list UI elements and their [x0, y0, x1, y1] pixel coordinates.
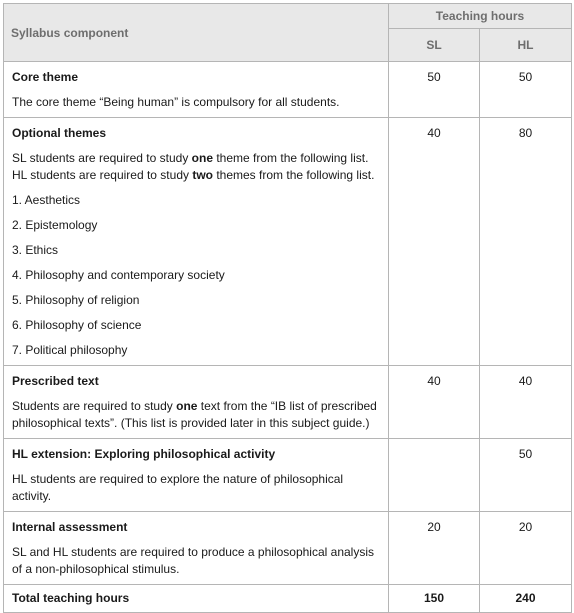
prescribed-title: Prescribed text	[12, 374, 99, 388]
prescribed-hl: 40	[480, 366, 572, 439]
core-cell	[4, 62, 389, 118]
optional-sl-text-c: theme from the following list.	[213, 151, 369, 165]
hl-extension-cell	[4, 439, 389, 512]
optional-sl-emph: one	[191, 151, 214, 165]
hl-extension-hl: 50	[480, 439, 572, 512]
internal-hl: 20	[480, 512, 572, 585]
hl-extension-sl	[389, 439, 480, 512]
list-item: 3. Ethics	[12, 243, 59, 257]
optional-hl: 80	[480, 118, 572, 366]
core-title: Core theme	[12, 70, 79, 84]
table-row-total	[4, 585, 572, 613]
optional-desc	[12, 150, 381, 184]
optional-title: Optional themes	[12, 126, 107, 140]
total-sl: 150	[389, 585, 480, 613]
optional-sl: 40	[389, 118, 480, 366]
core-hl: 50	[480, 62, 572, 118]
list-item: 1. Aesthetics	[12, 193, 81, 207]
header-component: Syllabus component	[4, 4, 389, 62]
hl-extension-title: HL extension: Exploring philosophical activity	[12, 447, 276, 461]
core-sl: 50	[389, 62, 480, 118]
list-item: 2. Epistemology	[12, 218, 98, 232]
internal-sl: 20	[389, 512, 480, 585]
internal-title: Internal assessment	[12, 520, 128, 534]
prescribed-emph: one	[176, 399, 198, 413]
prescribed-text-c: text from the “IB list of prescribed philosophical texts”. (This list is provided later in this subject guide.)	[12, 399, 377, 430]
prescribed-text-a: Students are required to study	[12, 399, 177, 413]
total-hl: 240	[480, 585, 572, 613]
syllabus-table	[3, 3, 572, 613]
table-row-core	[4, 62, 572, 118]
table-row-prescribed	[4, 366, 572, 439]
table-row-internal	[4, 512, 572, 585]
prescribed-sl: 40	[389, 366, 480, 439]
header-hl: HL	[480, 29, 572, 62]
optional-hl-text-c: themes from the following list.	[213, 168, 375, 182]
list-item: 6. Philosophy of science	[12, 318, 142, 332]
list-item: 7. Political philosophy	[12, 343, 128, 357]
internal-cell	[4, 512, 389, 585]
total-label: Total teaching hours	[4, 585, 389, 613]
header-teaching-hours: Teaching hours	[389, 4, 572, 29]
list-item: 4. Philosophy and contemporary society	[12, 268, 225, 282]
header-sl: SL	[389, 29, 480, 62]
list-item: 5. Philosophy of religion	[12, 293, 140, 307]
core-desc: The core theme “Being human” is compulsory for all students.	[12, 95, 340, 109]
internal-desc: SL and HL students are required to produce a philosophical analysis of a non-philosophical stimulus.	[12, 545, 375, 576]
optional-sl-text-a: SL students are required to study	[12, 151, 192, 165]
prescribed-desc	[12, 398, 381, 432]
hl-extension-desc: HL students are required to explore the nature of philosophical activity.	[12, 472, 344, 503]
optional-cell	[4, 118, 389, 366]
optional-hl-text-a: HL students are required to study	[12, 168, 193, 182]
optional-hl-emph: two	[192, 168, 213, 182]
table-row-optional	[4, 118, 572, 366]
prescribed-cell	[4, 366, 389, 439]
table-row-hl-extension	[4, 439, 572, 512]
